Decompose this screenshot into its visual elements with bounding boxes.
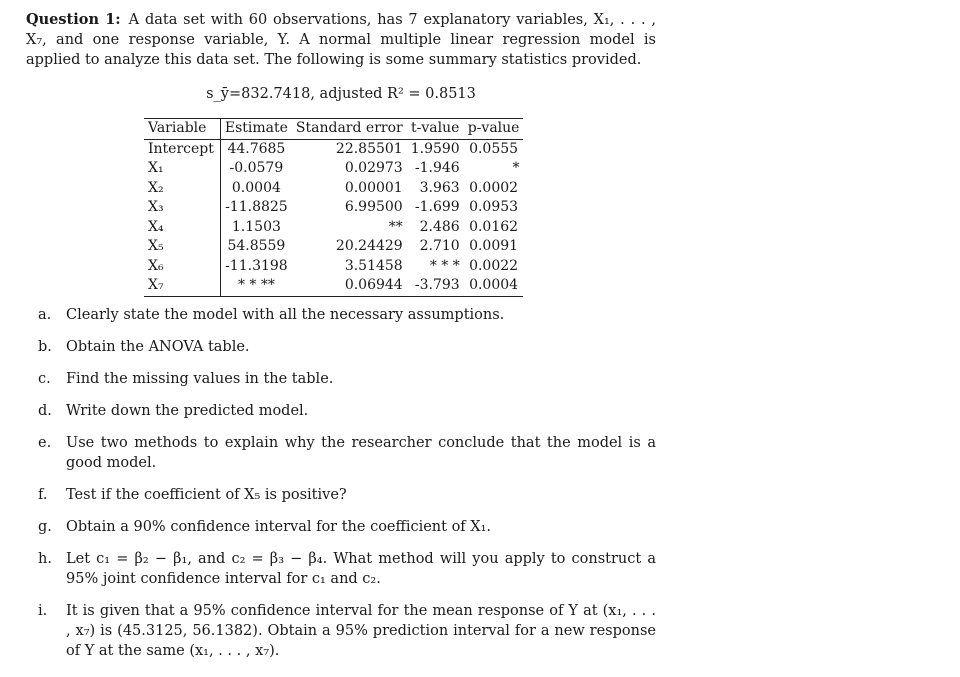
list-item	[26, 549, 656, 589]
cell-estimate: -11.8825	[225, 199, 288, 215]
cell-t-value: 1.9590	[410, 140, 460, 157]
header-p-value: p-value	[464, 119, 524, 140]
question-text: A data set with 60 observations, has 7 explanatory variables, X₁, . . . , X₇, and one response variable, Y. A normal multiple linear regression model is applied to analyze this data set. The following is some summary statistics provided.	[26, 12, 656, 68]
cell-p-value: 0.0555	[469, 140, 519, 157]
cell-p-value: 0.0002	[469, 179, 519, 196]
item-text: Use two methods to explain why the researcher conclude that the model is a good model.	[66, 434, 656, 471]
item-label: b.	[38, 338, 52, 355]
list-item	[26, 517, 656, 537]
cell-variable: X₄	[144, 218, 220, 238]
item-label: a.	[38, 306, 52, 323]
cell-standard-error: 0.02973	[344, 160, 403, 176]
question-intro	[26, 10, 656, 70]
question-page	[26, 10, 656, 673]
item-text: Obtain a 90% confidence interval for the coefficient of X₁.	[66, 518, 492, 535]
item-label: e.	[38, 434, 52, 451]
table-row	[144, 198, 523, 218]
table-row	[144, 276, 523, 296]
item-label: c.	[38, 370, 51, 387]
cell-standard-error: 6.99500	[344, 199, 403, 215]
cell-standard-error: 20.24429	[335, 238, 403, 254]
list-item	[26, 485, 656, 505]
question-label: Question 1:	[26, 11, 121, 28]
cell-variable: X₃	[144, 198, 220, 218]
cell-variable: X₁	[144, 159, 220, 179]
cell-p-value: 0.0162	[469, 218, 519, 235]
item-label: g.	[38, 518, 52, 535]
summary-statistics: s_ȳ=832.7418, adjusted R² = 0.8513	[206, 86, 476, 102]
list-item	[26, 305, 656, 325]
cell-t-value: 2.486	[419, 218, 460, 235]
cell-t-value: 2.710	[419, 238, 460, 254]
item-text: Clearly state the model with all the necessary assumptions.	[66, 306, 505, 323]
item-text: Write down the predicted model.	[66, 402, 309, 419]
cell-variable: X₅	[144, 237, 220, 257]
cell-standard-error: **	[388, 218, 403, 235]
cell-p-value: 0.0953	[469, 199, 519, 215]
cell-t-value: -1.699	[414, 199, 460, 215]
cell-estimate: -0.0579	[229, 160, 284, 176]
item-label: h.	[38, 550, 52, 567]
cell-p-value: *	[512, 160, 520, 176]
cell-t-value: -3.793	[407, 276, 464, 296]
cell-estimate: 0.0004	[231, 179, 281, 196]
list-item	[26, 433, 656, 473]
header-t-value: t-value	[407, 119, 464, 140]
table-row	[144, 218, 523, 238]
cell-estimate: * * **	[220, 276, 292, 296]
table-row	[144, 139, 523, 159]
cell-estimate: 44.7685	[227, 140, 286, 157]
table-row	[144, 179, 523, 199]
regression-table	[144, 118, 523, 297]
cell-standard-error: 3.51458	[344, 257, 403, 274]
item-text: It is given that a 95% confidence interval for the mean response of Y at (x₁, . . . , x₇) is (45.3125, 56.1382). Obtain a 95% prediction interval for a new response of Y at the same (x₁, . . . , x₇).	[66, 602, 656, 659]
cell-estimate: 1.1503	[231, 218, 281, 235]
table-row	[144, 257, 523, 277]
cell-variable: X₇	[144, 276, 220, 296]
cell-standard-error: 0.06944	[292, 276, 407, 296]
cell-variable: X₂	[144, 179, 220, 199]
cell-variable: X₆	[144, 257, 220, 277]
item-text: Test if the coefficient of X₅ is positive?	[66, 486, 347, 503]
cell-variable: Intercept	[144, 139, 220, 159]
table-header-row	[144, 119, 523, 140]
item-text: Let c₁ = β₂ − β₁, and c₂ = β₃ − β₄. What method will you apply to construct a 95% joint confidence interval for c₁ and c₂.	[66, 550, 656, 587]
table-row	[144, 237, 523, 257]
cell-p-value: 0.0004	[464, 276, 524, 296]
cell-p-value: 0.0091	[469, 238, 519, 254]
header-variable: Variable	[144, 119, 220, 140]
cell-standard-error: 22.85501	[335, 140, 403, 157]
list-item	[26, 369, 656, 389]
item-text: Find the missing values in the table.	[66, 370, 334, 387]
cell-standard-error: 0.00001	[344, 179, 403, 196]
cell-t-value: -1.946	[414, 160, 460, 176]
cell-t-value: 3.963	[419, 179, 460, 196]
item-label: f.	[38, 486, 48, 503]
cell-estimate: -11.3198	[225, 257, 288, 274]
table-row	[144, 159, 523, 179]
item-label: d.	[38, 402, 52, 419]
question-parts-list	[26, 305, 656, 661]
header-estimate: Estimate	[220, 119, 292, 140]
list-item	[26, 601, 656, 661]
item-label: i.	[38, 602, 48, 619]
list-item	[26, 401, 656, 421]
item-text: Obtain the ANOVA table.	[66, 338, 250, 355]
list-item	[26, 337, 656, 357]
cell-estimate: 54.8559	[227, 238, 286, 254]
header-standard-error: Standard error	[292, 119, 407, 140]
cell-p-value: 0.0022	[469, 257, 519, 274]
cell-t-value: * * *	[429, 257, 460, 274]
